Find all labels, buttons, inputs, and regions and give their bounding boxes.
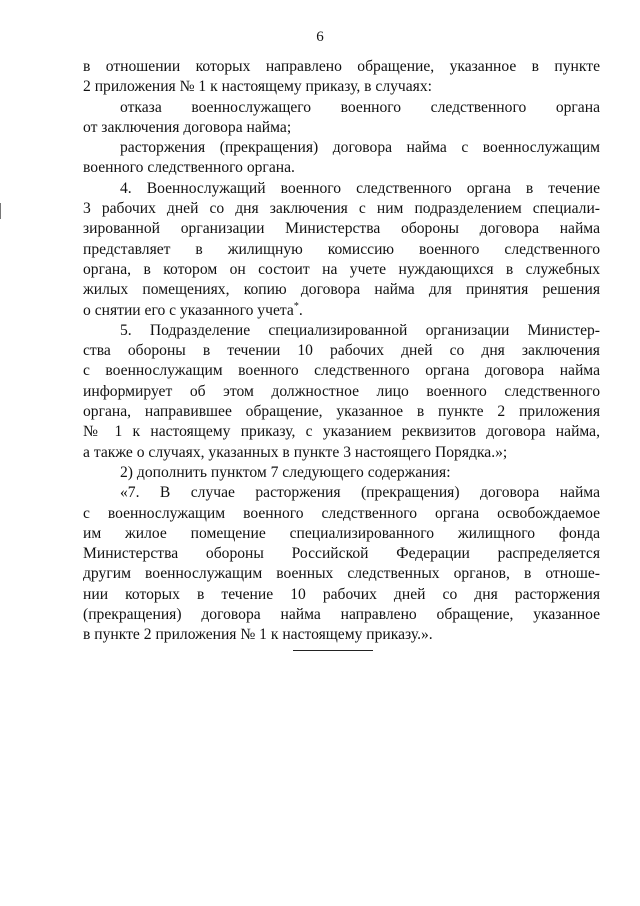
text-line: от заключения договора найма;	[83, 118, 292, 136]
text-line: 2) дополнить пунктом 7 следующего содержания:	[120, 463, 451, 481]
text-line: зированной организации Министерства обороны договора найма	[83, 220, 600, 238]
text-line: информирует об этом должностное лицо военного следственного	[83, 382, 600, 400]
text-line: с военнослужащим военного следственного органа договора найма	[83, 362, 600, 380]
text-line: Министерства обороны Российской Федерации распределяется	[83, 545, 600, 563]
text-line: отказа военнослужащего военного следственного органа	[120, 98, 600, 116]
text-line: «7. В случае расторжения (прекращения) договора найма	[120, 484, 600, 502]
text-line: расторжения (прекращения) договора найма с военнослужащим	[120, 139, 600, 157]
text-line: № 1 к настоящему приказу, с указанием реквизитов договора найма,	[83, 423, 600, 441]
document-body	[83, 57, 600, 646]
page-number: 6	[316, 29, 324, 45]
text-line: органа, в котором он состоит на учете нуждающихся в служебных	[83, 260, 600, 278]
text-line: им жилое помещение специализированного жилищного фонда	[83, 524, 600, 542]
text-line: органа, направившее обращение, указанное в пункте 2 приложения	[83, 403, 600, 421]
footnote-mark: *	[293, 300, 299, 312]
text-line: (прекращения) договора найма направлено обращение, указанное	[83, 606, 600, 624]
sentence-end: .	[298, 301, 303, 319]
margin-scan-mark	[0, 203, 1, 219]
text-line: 2 приложения № 1 к настоящему приказу, в случаях:	[83, 78, 432, 96]
text-line: военного следственного органа.	[83, 159, 295, 177]
text-line-content: о снятии его с указанного учета	[83, 301, 294, 319]
text-line: жилых помещениях, копию договора найма для принятия решения	[83, 281, 600, 299]
text-line: 5. Подразделение специализированной организации Министер-	[120, 321, 600, 339]
text-line: 4. Военнослужащий военного следственного органа в течение	[120, 179, 600, 197]
text-line: в пункте 2 приложения № 1 к настоящему приказу.».	[83, 626, 433, 644]
text-line-with-footnote	[83, 301, 600, 321]
text-line: ства обороны в течении 10 рабочих дней со дня заключения	[83, 342, 600, 360]
text-line: другим военнослужащим военных следственных органов, в отноше-	[83, 565, 600, 583]
closing-rule	[293, 650, 373, 651]
text-line: нии которых в течение 10 рабочих дней со дня расторжения	[83, 585, 600, 603]
text-line: в отношении которых направлено обращение, указанное в пункте	[83, 58, 600, 75]
text-line: с военнослужащим военного следственного органа освобождаемое	[83, 504, 600, 522]
text-line: 3 рабочих дней со дня заключения с ним подразделением специали-	[83, 200, 600, 218]
text-line: представляет в жилищную комиссию военного следственного	[83, 240, 600, 258]
text-line: а также о случаях, указанных в пункте 3 настоящего Порядка.»;	[83, 443, 508, 461]
